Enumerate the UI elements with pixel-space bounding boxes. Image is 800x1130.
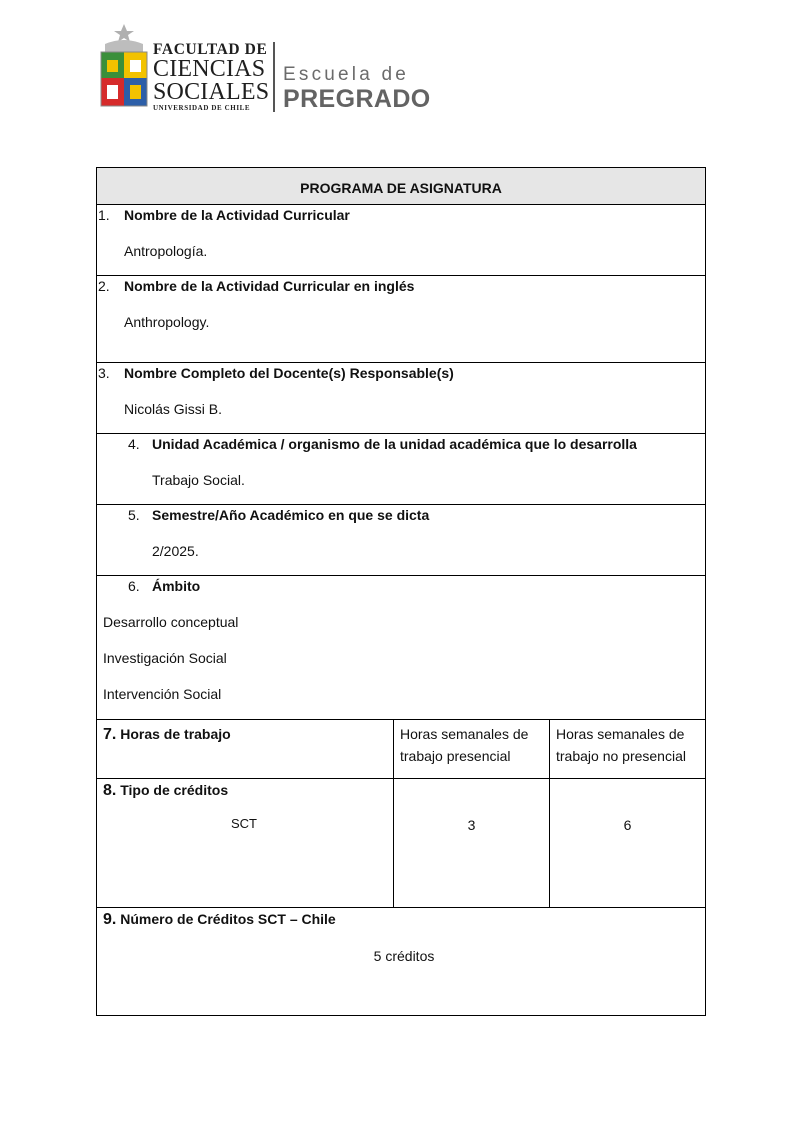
section-5-value: 2/2025. xyxy=(152,543,199,559)
logo-divider xyxy=(273,42,275,112)
faculty-line-3: SOCIALES xyxy=(153,79,270,105)
faculty-line-1: FACULTAD DE xyxy=(153,41,268,58)
section-6-item-1: Desarrollo conceptual xyxy=(103,614,239,630)
section-3-label: Nombre Completo del Docente(s) Responsable(s) xyxy=(124,365,454,381)
section-5-label: Semestre/Año Académico en que se dicta xyxy=(152,507,430,523)
school-line-1: Escuela de xyxy=(283,64,410,85)
section-5 xyxy=(97,505,706,576)
section-2 xyxy=(97,276,706,363)
section-2-value: Anthropology. xyxy=(124,314,210,330)
section-3 xyxy=(97,363,706,434)
section-1-value: Antropología. xyxy=(124,243,208,259)
section-6 xyxy=(97,576,706,720)
section-4-value: Trabajo Social. xyxy=(152,472,245,488)
section-1-label: Nombre de la Actividad Curricular xyxy=(124,207,350,223)
section-2-label: Nombre de la Actividad Curricular en inglés xyxy=(124,278,415,294)
section-7-label: Horas de trabajo xyxy=(120,726,231,742)
section-9-number: 9. xyxy=(103,911,117,928)
section-8-number: 8. xyxy=(103,782,117,799)
section-4-number: 4. xyxy=(128,436,140,452)
section-8-label: Tipo de créditos xyxy=(120,782,229,798)
program-title xyxy=(97,168,706,205)
section-1 xyxy=(97,205,706,276)
section-9-label: Número de Créditos SCT – Chile xyxy=(120,911,336,927)
section-6-item-3: Intervención Social xyxy=(103,686,222,702)
program-title-text: PROGRAMA DE ASIGNATURA xyxy=(300,179,502,196)
faculty-line-4: UNIVERSIDAD DE CHILE xyxy=(153,104,251,112)
section-2-number: 2. xyxy=(98,278,110,294)
faculty-line-2: CIENCIAS xyxy=(153,56,266,82)
section-3-number: 3. xyxy=(98,365,110,381)
school-name xyxy=(283,64,431,112)
section-7-number: 7. xyxy=(103,726,117,743)
header-logo xyxy=(97,22,437,114)
hours-presencial-header: Horas semanales de trabajo presencial xyxy=(394,720,550,779)
credits-type-value: SCT xyxy=(231,816,257,831)
credits-number-value: 5 créditos xyxy=(373,948,435,964)
section-9 xyxy=(97,908,706,1016)
section-3-value: Nicolás Gissi B. xyxy=(124,401,223,417)
section-6-item-2: Investigación Social xyxy=(103,650,227,666)
credits-type-cell xyxy=(97,779,394,908)
hours-label-cell xyxy=(97,720,394,779)
hours-no-presencial-value: 6 xyxy=(550,779,706,908)
hours-presencial-value: 3 xyxy=(394,779,550,908)
section-5-number: 5. xyxy=(128,507,140,523)
section-8 xyxy=(97,779,706,908)
school-line-2: PREGRADO xyxy=(283,85,431,113)
section-7 xyxy=(97,720,706,779)
section-1-number: 1. xyxy=(98,207,110,223)
section-6-number: 6. xyxy=(128,578,140,594)
hours-no-presencial-header: Horas semanales de trabajo no presencial xyxy=(550,720,706,779)
section-4 xyxy=(97,434,706,505)
program-table xyxy=(96,167,706,1016)
faculty-name xyxy=(153,42,269,113)
university-shield-icon xyxy=(97,22,151,112)
section-6-label: Ámbito xyxy=(152,578,201,594)
section-4-label: Unidad Académica / organismo de la unidad académica que lo desarrolla xyxy=(152,436,637,452)
